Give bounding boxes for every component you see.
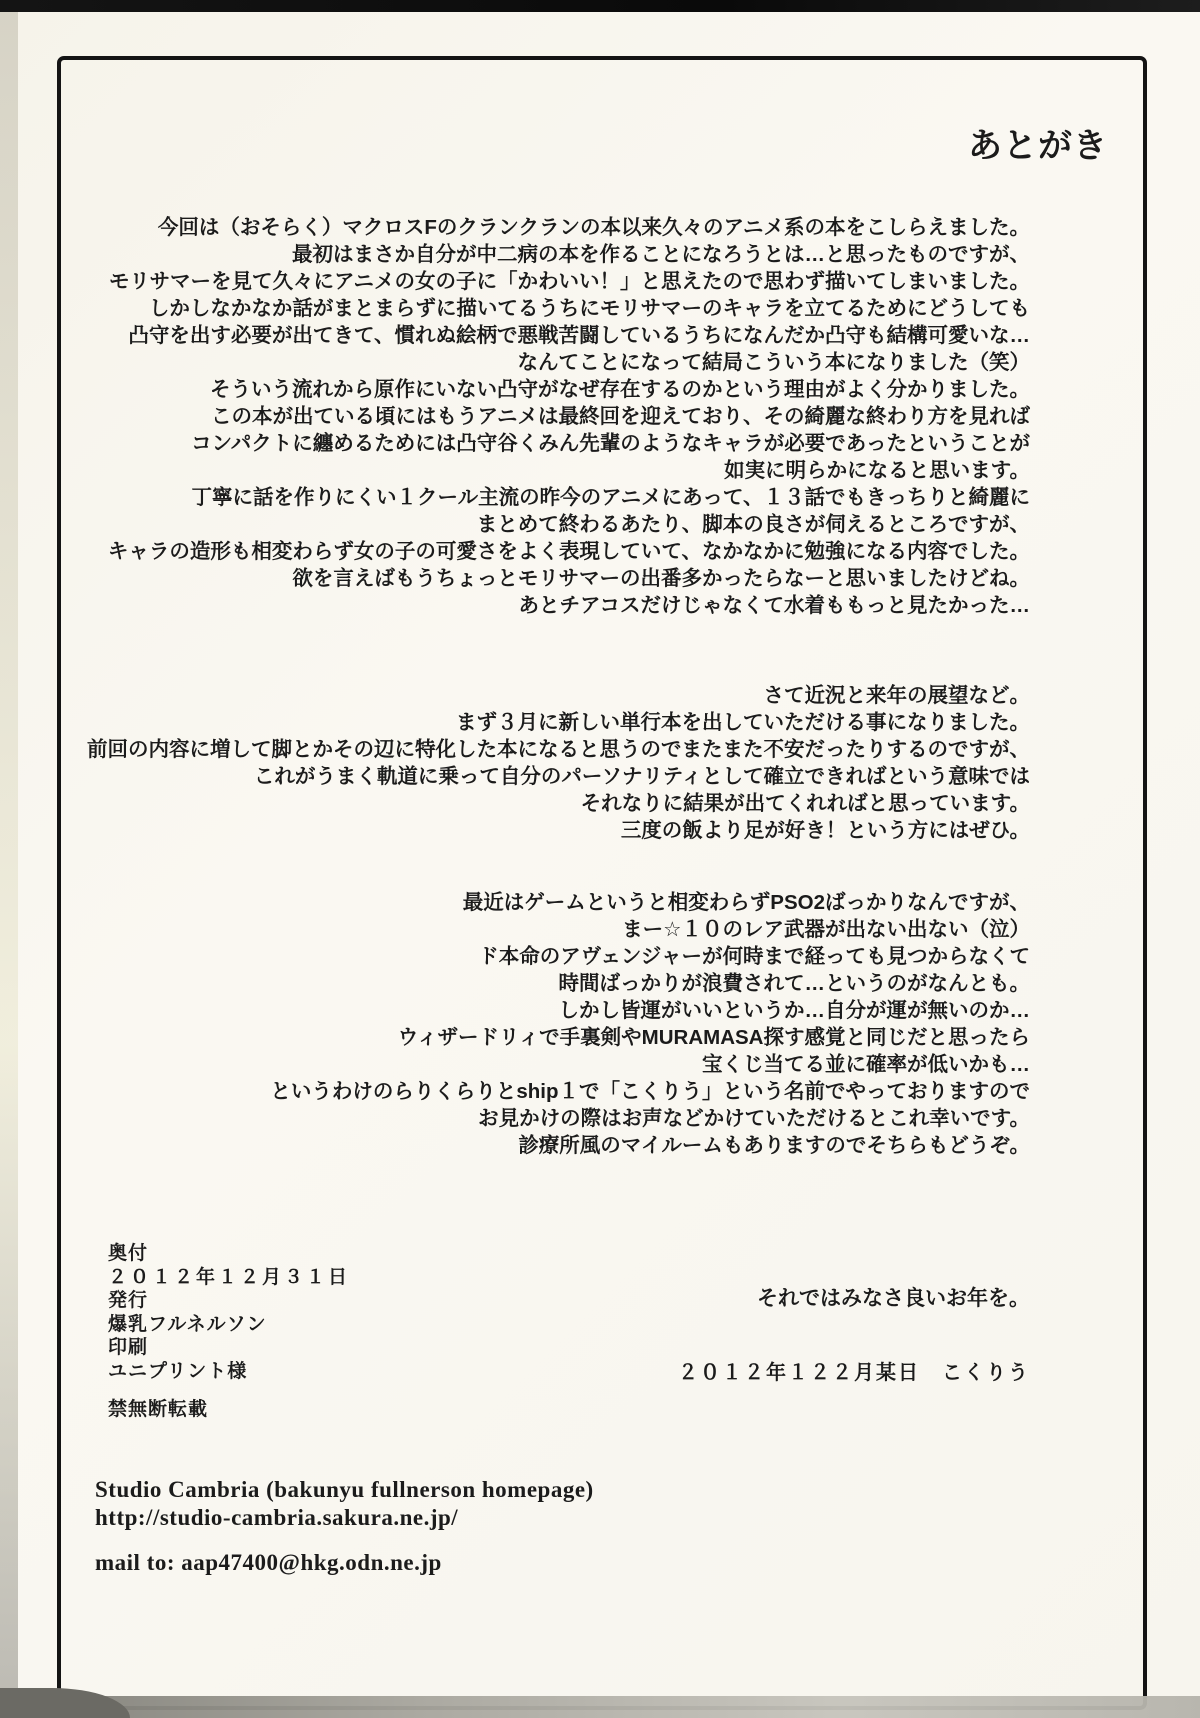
text-line: 凸守を出す必要が出てきて、慣れぬ絵柄で悪戦苦闘しているうちになんだか凸守も結構可愛いな…: [128, 324, 1030, 347]
text-line: 時間ばっかりが浪費されて…というのがなんとも。: [558, 972, 1030, 995]
afterword-paragraph-2: [85, 682, 1030, 844]
text-line: 最近はゲームというと相変わらずPSO2ばっかりなんですが、: [462, 891, 1030, 914]
text-line: あとチアコスだけじゃなくて水着ももっと見たかった…: [518, 594, 1030, 617]
printer-name: ユニプリント様: [108, 1360, 248, 1382]
text-line: それなりに結果が出てくれればと思っています。: [580, 792, 1030, 815]
text-line: キャラの造形も相変わらず女の子の可愛さをよく表現していて、なかなかに勉強になる内容でした。: [107, 540, 1030, 563]
text-line: 前回の内容に増して脚とかその辺に特化した本になると思うのでまたまた不安だったりするのですが、: [87, 738, 1030, 761]
text-line: まー☆１０のレア武器が出ない出ない（泣）: [622, 918, 1030, 941]
text-line: この本が出ている頃にはもうアニメは最終回を迎えており、その綺麗な終わり方を見れば: [211, 405, 1030, 428]
homepage-url: http://studio-cambria.sakura.ne.jp/: [95, 1505, 459, 1530]
colophon-date: ２０１２年１２月３１日: [108, 1266, 351, 1288]
studio-name-line: Studio Cambria (bakunyu fullnerson homepage): [95, 1477, 594, 1502]
text-line: まず３月に新しい単行本を出していただける事になりました。: [456, 711, 1030, 734]
text-line: 宝くじ当てる並に確率が低いかも…: [702, 1053, 1030, 1076]
closing-greeting: それではみなさ良いお年を。: [757, 1287, 1030, 1310]
scan-edge-top: [0, 0, 1200, 12]
colophon-block: [108, 1242, 350, 1383]
text-line: 丁寧に話を作りにくい１クール主流の昨今のアニメにあって、１３話でもきっちりと綺麗に: [191, 486, 1030, 509]
text-line: さて近況と来年の展望など。: [763, 684, 1030, 707]
printer-label: 印刷: [108, 1337, 149, 1358]
publisher-name: 爆乳フルネルソン: [108, 1313, 267, 1335]
text-line: お見かけの際はお声などかけていただけるとこれ幸いです。: [478, 1107, 1030, 1130]
text-line: 如実に明らかになると思います。: [724, 459, 1030, 482]
text-line: コンパクトに纏めるためには凸守谷くみん先輩のようなキャラが必要であったということが: [191, 432, 1030, 455]
text-line: ウィザードリィで手裏剣やMURAMASA探す感覚と同じだと思ったら: [397, 1026, 1030, 1049]
afterword-text: [85, 214, 1030, 1159]
afterword-paragraph-1: [85, 214, 1030, 619]
text-line: しかしなかなか話がまとまらずに描いてるうちにモリサマーのキャラを立てるためにどうしても: [148, 297, 1030, 320]
scan-edge-bottom: [0, 1696, 1200, 1718]
publisher-label: 発行: [108, 1290, 149, 1311]
text-line: 今回は（おそらく）マクロスFのクランクランの本以来久々のアニメ系の本をこしらえました。: [157, 216, 1030, 239]
text-line: 診療所風のマイルームもありますのでそちらもどうぞ。: [518, 1134, 1030, 1157]
text-line: なんてことになって結局こういう本になりました（笑）: [517, 351, 1030, 374]
text-line: そういう流れから原作にいない凸守がなぜ存在するのかという理由がよく分かりました。: [210, 378, 1030, 401]
text-line: ド本命のアヴェンジャーが何時まで経っても見つからなくて: [478, 945, 1030, 968]
afterword-paragraph-3: [85, 889, 1030, 1159]
text-line: 三度の飯より足が好き！という方にはぜひ。: [620, 819, 1030, 842]
text-line: しかし皆運がいいというか…自分が運が無いのか…: [558, 999, 1030, 1022]
text-line: まとめて終わるあたり、脚本の良さが伺えるところですが、: [476, 513, 1030, 536]
contact-block: [95, 1476, 594, 1577]
colophon-heading: 奥付: [108, 1243, 149, 1264]
reprint-prohibition-notice: 禁無断転載: [108, 1399, 209, 1420]
text-line: 欲を言えばもうちょっとモリサマーの出番多かったらなーと思いましたけどね。: [292, 567, 1030, 590]
text-line: モリサマーを見て久々にアニメの女の子に「かわいい！」と思えたので思わず描いてしまいました。: [108, 270, 1030, 293]
mail-address: mail to: aap47400@hkg.odn.ne.jp: [95, 1550, 442, 1575]
scan-edge-left: [0, 12, 18, 1718]
text-line: というわけのらりくらりとship１で「こくりう」という名前でやっておりますので: [270, 1080, 1030, 1103]
page-title: あとがき: [968, 127, 1108, 165]
text-line: これがうまく軌道に乗って自分のパーソナリティとして確立できればという意味では: [253, 765, 1030, 788]
text-line: 最初はまさか自分が中二病の本を作ることになろうとは…と思ったものですが、: [292, 243, 1030, 266]
closing-date-signature: ２０１２年１２２月某日 こくりう: [678, 1362, 1030, 1384]
